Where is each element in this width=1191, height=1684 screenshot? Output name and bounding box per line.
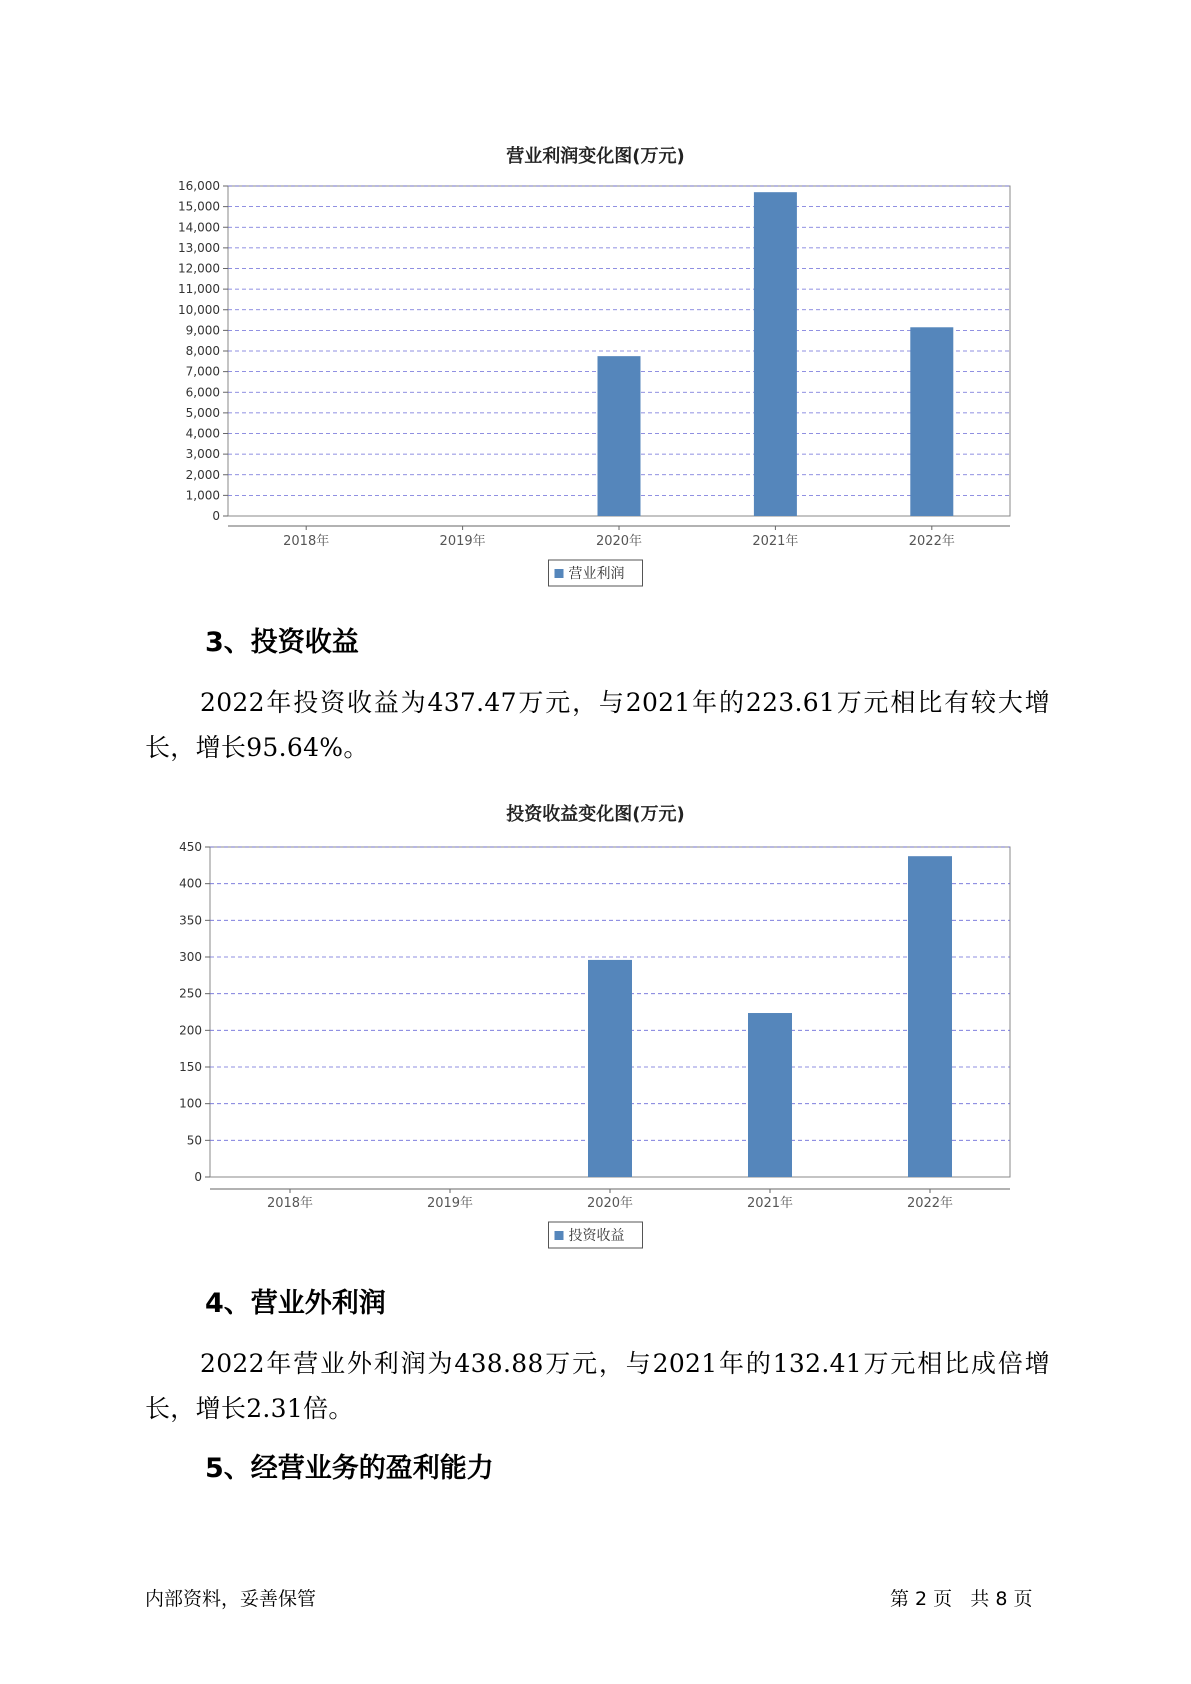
y-tick-label: 100	[179, 1096, 202, 1111]
y-tick-label: 250	[179, 986, 202, 1001]
y-tick-label: 12,000	[178, 261, 220, 276]
y-tick-label: 3,000	[185, 447, 220, 462]
section-paragraph: 2022年投资收益为437.47万元，与2021年的223.61万元相比有较大增长，增长95.64%。	[145, 688, 1050, 762]
y-tick-label: 6,000	[185, 385, 220, 400]
x-tick-label: 2020年	[586, 1196, 634, 1211]
y-tick-label: 8,000	[185, 344, 220, 358]
y-tick-label: 2,000	[185, 467, 220, 482]
y-tick-label: 11,000	[178, 282, 220, 297]
x-tick-label: 2022年	[906, 1196, 954, 1211]
x-tick-label: 2019年	[426, 1196, 474, 1211]
chart-title: 投资收益变化图(万元)	[506, 804, 685, 825]
x-tick-label: 2021年	[752, 534, 799, 549]
y-tick-label: 9,000	[185, 323, 220, 338]
section-heading: 4、营业外利润	[205, 1288, 386, 1319]
y-tick-label: 16,000	[178, 179, 220, 193]
y-tick-label: 0	[194, 1170, 202, 1184]
x-tick-label: 2018年	[283, 534, 330, 549]
legend-label: 营业利润	[568, 566, 625, 582]
y-tick-label: 350	[179, 913, 202, 928]
y-tick-label: 150	[179, 1060, 202, 1074]
y-tick-label: 4,000	[185, 426, 220, 441]
legend-label: 投资收益	[568, 1228, 625, 1244]
x-tick-label: 2021年	[746, 1196, 794, 1211]
y-tick-label: 14,000	[178, 220, 220, 235]
footer-page-number: 第 2 页 共 8 页	[890, 1588, 1033, 1610]
y-tick-label: 5,000	[185, 405, 220, 420]
x-tick-label: 2018年	[266, 1196, 314, 1211]
chart-title: 营业利润变化图(万元)	[506, 146, 685, 167]
section-heading: 5、经营业务的盈利能力	[205, 1453, 494, 1484]
x-tick-label: 2020年	[595, 534, 643, 549]
y-tick-label: 10,000	[178, 302, 220, 317]
section-heading: 3、投资收益	[205, 627, 359, 658]
legend-swatch	[555, 1231, 564, 1240]
y-tick-label: 50	[186, 1133, 202, 1148]
bar	[908, 856, 952, 1177]
x-tick-label: 2019年	[439, 534, 486, 549]
y-tick-label: 7,000	[185, 364, 220, 379]
y-tick-label: 13,000	[178, 240, 220, 255]
y-tick-label: 15,000	[178, 199, 220, 214]
bar	[748, 1013, 792, 1177]
y-tick-label: 450	[179, 840, 202, 854]
y-tick-label: 1,000	[185, 488, 220, 503]
section-paragraph: 2022年营业外利润为438.88万元，与2021年的132.41万元相比成倍增长，增长2.31倍。	[145, 1349, 1050, 1423]
x-tick-label: 2022年	[908, 534, 955, 549]
footer-left: 内部资料，妥善保管	[145, 1588, 317, 1610]
bar	[588, 960, 632, 1177]
y-tick-label: 200	[179, 1023, 202, 1038]
y-tick-label: 400	[179, 876, 202, 891]
y-tick-label: 300	[179, 950, 202, 964]
y-tick-label: 0	[212, 509, 220, 523]
